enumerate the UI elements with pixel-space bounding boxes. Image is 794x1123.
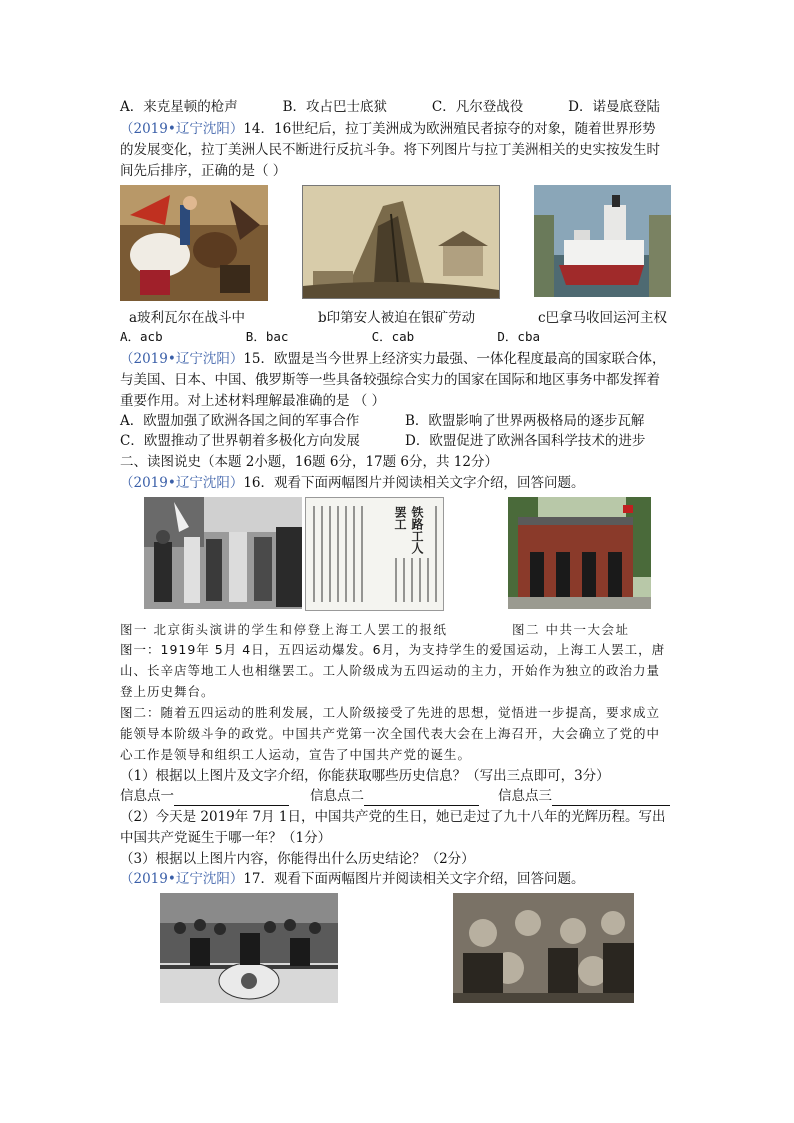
- q14-option-b: B．bac: [245, 329, 289, 344]
- q15-options-row-2: [120, 431, 680, 451]
- info-point-2-label: 信息点二: [310, 788, 364, 804]
- q14-caption-a: a玻利瓦尔在战斗中: [129, 310, 246, 326]
- q15-option-d: D．欧盟促进了欧洲各国科学技术的进步: [405, 433, 646, 449]
- q13-option-d: D．诺曼底登陆: [568, 99, 660, 115]
- q14-option-d: D．cba: [497, 329, 540, 344]
- info-point-3-blank[interactable]: [552, 791, 670, 806]
- bolivar-battle-painting: [120, 185, 268, 301]
- q15-option-b: B．欧盟影响了世界两极格局的逐步瓦解: [405, 413, 645, 429]
- q16-intro: [120, 473, 680, 493]
- q14-caption-b: b印第安人被迫在银矿劳动: [318, 310, 476, 326]
- q16-caption-2: 图二 中共一大会址: [512, 622, 630, 637]
- q13-option-b: B．攻占巴士底狱: [282, 99, 388, 115]
- q16-para-2-line-2: 能领导本阶级斗争的政党。中国共产党第一次全国代表大会在上海召开，大会确立了党的中: [120, 726, 661, 741]
- info-point-2-blank[interactable]: [364, 791, 479, 806]
- beijing-students-photo: [144, 497, 302, 609]
- worker-strike-newspaper: [305, 497, 444, 611]
- q15-option-a: A．欧盟加强了欧洲各国之间的军事合作: [120, 413, 360, 429]
- q13-option-a: A．来克星顿的枪声: [120, 99, 238, 115]
- q15-options-row-1: [120, 411, 680, 431]
- q14-option-a: A．acb: [120, 329, 163, 344]
- q17-intro-text: 17．观看下面两幅图片并阅读相关文字介绍，回答问题。: [243, 871, 585, 887]
- q16-caption-1: 图一 北京街头演讲的学生和停登上海工人罢工的报纸: [120, 622, 448, 637]
- q15-line-1: [120, 349, 680, 369]
- q16-intro-text: 16．观看下面两幅图片并阅读相关文字介绍，回答问题。: [243, 475, 585, 491]
- inauguration-photo: [160, 893, 338, 1003]
- q13-options: [120, 97, 680, 117]
- q14-line-2: 的发展变化，拉丁美洲人民不断进行反抗斗争。将下列图片与拉丁美洲相关的史实按发生时: [120, 142, 660, 158]
- q15-line-2: 与美国、日本、中国、俄罗斯等一些具备较强综合实力的国家在国际和地区事务中都发挥着: [120, 372, 660, 388]
- q16-para-2-line-3: 心工作是领导和组织工人运动，宣告了中国共产党的诞生。: [120, 747, 472, 762]
- panama-canal-photo: [534, 185, 671, 297]
- q16-para-1-line-2: 山、长辛店等地工人也相继罢工。工人阶级成为五四运动的主力，开始作为独立的政治力量: [120, 663, 661, 678]
- q16-para-1-line-1: 图一：1919年 5月 4日，五四运动爆发。6月，为支持学生的爱国运动，上海工人罢工，唐: [120, 642, 666, 657]
- q14-text: 14．16世纪后，拉丁美洲成为欧洲殖民者掠夺的对象，随着世界形势: [243, 121, 656, 137]
- q14-source: （2019•辽宁沈阳）: [120, 121, 244, 137]
- q16-source: （2019•辽宁沈阳）: [120, 475, 244, 491]
- section-2-title: 二、读图说史（本题 2小题，16题 6分，17题 6分，共 12分）: [120, 454, 498, 470]
- first-congress-site-photo: [508, 497, 651, 609]
- info-point-3-label: 信息点三: [498, 788, 552, 804]
- q15-text: 15．欧盟是当今世界上经济实力最强、一体化程度最高的国家联合体，: [243, 351, 666, 367]
- q15-line-3: 重要作用。对上述材料理解最准确的是 （ ）: [120, 393, 386, 409]
- q15-source: （2019•辽宁沈阳）: [120, 351, 244, 367]
- q13-option-c: C．凡尔登战役: [431, 99, 524, 115]
- info-point-1-label: 信息点一: [120, 788, 174, 804]
- q16-para-1-line-3: 登上历史舞台。: [120, 684, 215, 699]
- q14-line-3: 间先后排序，正确的是（ ）: [120, 163, 287, 179]
- q16-sub-question-2-line-1: （2）今天是 2019年 7月 1日，中国共产党的生日，她已走过了九十八年的光辉历程。写出: [120, 809, 666, 825]
- q16-sub-question-1: （1）根据以上图片及文字介绍，你能获取哪些历史信息？（写出三点即可，3分）: [120, 768, 610, 784]
- q16-sub-question-2-line-2: 中国共产党诞生于哪一年？（1分）: [120, 830, 332, 846]
- newspaper-headline: 铁路工人罢工: [393, 506, 424, 554]
- q17-source: （2019•辽宁沈阳）: [120, 871, 244, 887]
- q16-info-points: [120, 786, 680, 806]
- q14-option-c: C．cab: [371, 329, 415, 344]
- silver-mine-engraving: [302, 185, 500, 299]
- crowd-smiling-photo: [453, 893, 634, 1003]
- q14-options: [120, 327, 680, 347]
- q14-caption-c: c巴拿马收回运河主权: [538, 310, 668, 326]
- q17-intro: [120, 869, 680, 889]
- q16-para-2-line-1: 图二：随着五四运动的胜利发展，工人阶级接受了先进的思想，觉悟进一步提高，要求成立: [120, 705, 661, 720]
- q15-option-c: C．欧盟推动了世界朝着多极化方向发展: [120, 433, 360, 449]
- q14-line-1: [120, 119, 680, 139]
- q16-sub-question-3: （3）根据以上图片内容，你能得出什么历史结论？（2分）: [120, 851, 475, 867]
- info-point-1-blank[interactable]: [174, 791, 289, 806]
